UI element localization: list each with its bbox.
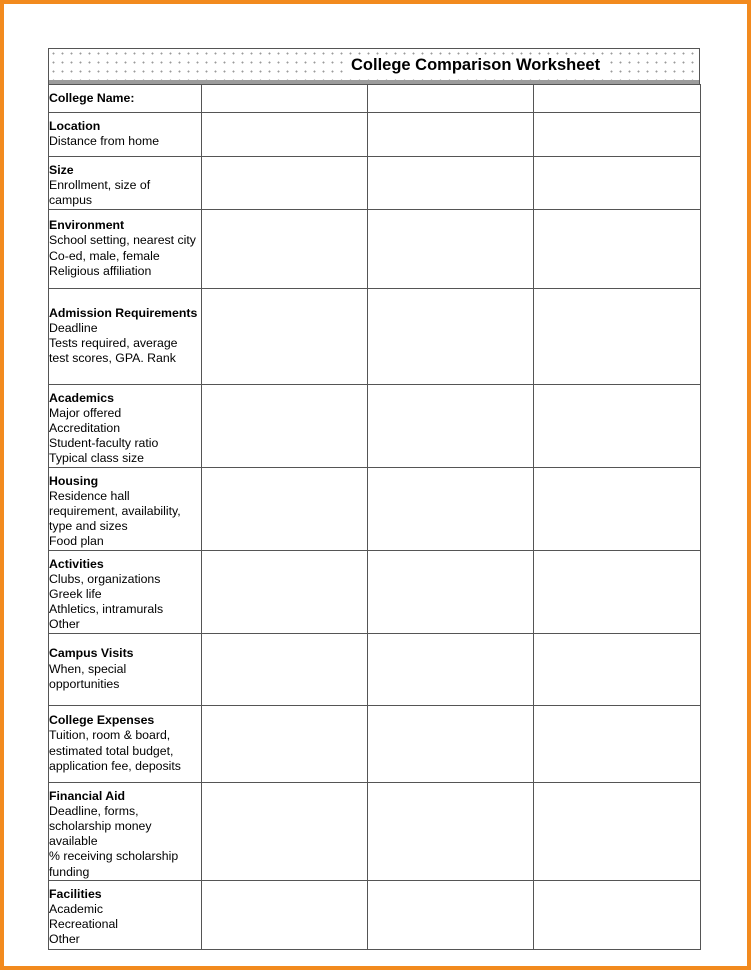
header-row xyxy=(49,85,701,113)
table-row xyxy=(49,467,701,550)
college-1-entry-cell[interactable] xyxy=(202,633,368,705)
college-2-entry-cell[interactable] xyxy=(368,880,534,949)
row-title: Activities xyxy=(49,556,104,571)
college-2-entry-cell[interactable] xyxy=(368,157,534,210)
college-1-entry-cell[interactable] xyxy=(202,113,368,157)
college-name-field-2[interactable] xyxy=(368,85,534,113)
row-title: Housing xyxy=(49,473,99,488)
row-description-line: Residence hall xyxy=(49,488,130,503)
row-description-line: Tests required, average xyxy=(49,336,178,351)
college-1-entry-cell[interactable] xyxy=(202,880,368,949)
college-3-entry-cell[interactable] xyxy=(534,705,701,782)
table-row xyxy=(49,705,701,782)
college-1-entry-cell[interactable] xyxy=(202,157,368,210)
college-3-entry-cell[interactable] xyxy=(534,633,701,705)
row-description-line: Religious affiliation xyxy=(49,263,152,278)
table-row xyxy=(49,288,701,384)
row-title: Academics xyxy=(49,390,114,405)
row-description-line: estimated total budget, xyxy=(49,743,174,758)
table-row xyxy=(49,384,701,467)
college-2-entry-cell[interactable] xyxy=(368,782,534,880)
table-row xyxy=(49,157,701,210)
row-description-line: Major offered xyxy=(49,405,122,420)
worksheet xyxy=(48,48,700,950)
row-description-line: requirement, availability, xyxy=(49,504,181,519)
row-label-cell xyxy=(49,705,202,782)
row-title: Facilities xyxy=(49,886,102,901)
row-title: College Expenses xyxy=(49,713,155,728)
row-description-line: School setting, nearest city xyxy=(49,233,196,248)
college-name-field-1[interactable] xyxy=(202,85,368,113)
worksheet-title: College Comparison Worksheet xyxy=(347,55,604,75)
college-3-entry-cell[interactable] xyxy=(534,288,701,384)
row-label-cell xyxy=(49,782,202,880)
college-2-entry-cell[interactable] xyxy=(368,288,534,384)
college-2-entry-cell[interactable] xyxy=(368,633,534,705)
row-description-line: Typical class size xyxy=(49,451,144,466)
comparison-table xyxy=(48,84,701,950)
row-label-cell xyxy=(49,209,202,288)
college-1-entry-cell[interactable] xyxy=(202,705,368,782)
row-description-line: Deadline xyxy=(49,320,98,335)
row-description-line: Co-ed, male, female xyxy=(49,248,160,263)
row-description-line: % receiving scholarship xyxy=(49,849,179,864)
college-2-entry-cell[interactable] xyxy=(368,384,534,467)
row-description-line: Enrollment, size of xyxy=(49,178,151,193)
row-description-line: Academic xyxy=(49,902,103,917)
row-description-line: Student-faculty ratio xyxy=(49,436,159,451)
college-3-entry-cell[interactable] xyxy=(534,113,701,157)
college-1-entry-cell[interactable] xyxy=(202,782,368,880)
title-banner xyxy=(48,48,700,80)
college-1-entry-cell[interactable] xyxy=(202,209,368,288)
row-description-line: Food plan xyxy=(49,534,104,549)
college-3-entry-cell[interactable] xyxy=(534,384,701,467)
row-title: Campus Visits xyxy=(49,646,134,661)
college-3-entry-cell[interactable] xyxy=(534,209,701,288)
college-1-entry-cell[interactable] xyxy=(202,467,368,550)
row-label-cell xyxy=(49,288,202,384)
row-label-cell xyxy=(49,550,202,633)
row-description-line: Deadline, forms, xyxy=(49,803,139,818)
college-3-entry-cell[interactable] xyxy=(534,467,701,550)
row-description-line: available xyxy=(49,834,98,849)
row-label-cell xyxy=(49,880,202,949)
row-description-line: test scores, GPA. Rank xyxy=(49,351,176,366)
row-description-line: When, special xyxy=(49,661,127,676)
college-1-entry-cell[interactable] xyxy=(202,384,368,467)
college-2-entry-cell[interactable] xyxy=(368,467,534,550)
row-label-cell xyxy=(49,384,202,467)
college-3-entry-cell[interactable] xyxy=(534,880,701,949)
row-title: Environment xyxy=(49,218,125,233)
row-description-line: Tuition, room & board, xyxy=(49,728,171,743)
row-description-line: funding xyxy=(49,864,90,879)
college-name-field-3[interactable] xyxy=(534,85,701,113)
college-2-entry-cell[interactable] xyxy=(368,209,534,288)
row-description-line: Distance from home xyxy=(49,134,160,149)
row-description-line: Accreditation xyxy=(49,421,121,436)
row-title: Admission Requirements xyxy=(49,305,198,320)
row-description-line: Other xyxy=(49,932,80,947)
college-2-entry-cell[interactable] xyxy=(368,705,534,782)
college-3-entry-cell[interactable] xyxy=(534,782,701,880)
table-row xyxy=(49,782,701,880)
row-description-line: campus xyxy=(49,193,93,208)
row-title: Size xyxy=(49,163,74,177)
row-label-cell xyxy=(49,467,202,550)
table-row xyxy=(49,633,701,705)
college-1-entry-cell[interactable] xyxy=(202,288,368,384)
table-row xyxy=(49,209,701,288)
row-title: Financial Aid xyxy=(49,788,126,803)
table-row xyxy=(49,113,701,157)
college-2-entry-cell[interactable] xyxy=(368,550,534,633)
row-description-line: type and sizes xyxy=(49,519,128,534)
row-description-line: Clubs, organizations xyxy=(49,571,161,586)
table-row xyxy=(49,550,701,633)
row-label-cell xyxy=(49,113,202,157)
row-description-line: application fee, deposits xyxy=(49,758,181,773)
row-description-line: Greek life xyxy=(49,587,102,602)
row-description-line: opportunities xyxy=(49,676,120,691)
college-name-label: College Name: xyxy=(49,90,135,105)
college-1-entry-cell[interactable] xyxy=(202,550,368,633)
college-2-entry-cell[interactable] xyxy=(368,113,534,157)
row-description-line: Recreational xyxy=(49,917,119,932)
row-label-cell xyxy=(49,633,202,705)
college-3-entry-cell[interactable] xyxy=(534,157,701,210)
row-description-line: Other xyxy=(49,617,80,632)
row-title: Location xyxy=(49,119,101,133)
row-label-cell xyxy=(49,157,202,210)
college-name-label-cell xyxy=(49,85,202,113)
row-description-line: scholarship money xyxy=(49,819,152,834)
row-description-line: Athletics, intramurals xyxy=(49,602,164,617)
college-3-entry-cell[interactable] xyxy=(534,550,701,633)
table-row xyxy=(49,880,701,949)
